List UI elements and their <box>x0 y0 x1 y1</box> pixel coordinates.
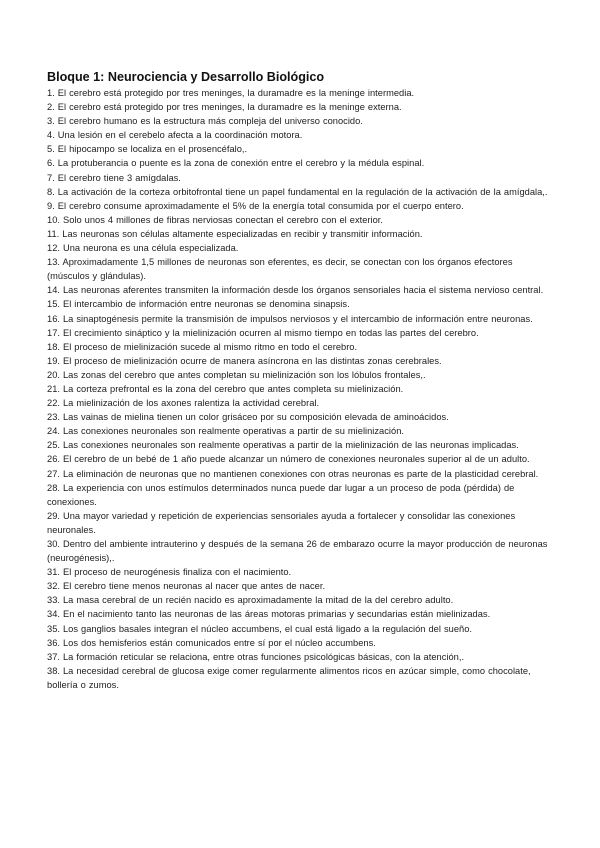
statement-item: 34. En el nacimiento tanto las neuronas de las áreas motoras primarias y secundarias están mielinizadas. <box>47 609 491 620</box>
statement-item: 9. El cerebro consume aproximadamente el 5% de la energía total consumida por el cuerpo entero. <box>47 200 464 211</box>
statement-item: 37. La formación reticular se relaciona, entre otras funciones psicológicas básicas, con la atención,. <box>47 651 465 662</box>
statement-item: 18. El proceso de mielinización sucede al mismo ritmo en todo el cerebro. <box>47 341 358 352</box>
statement-item: 26. El cerebro de un bebé de 1 año puede alcanzar un número de conexiones neuronales superior al de un adulto. <box>47 454 530 465</box>
statement-item: 2. El cerebro está protegido por tres meninges, la duramadre es la meninge externa. <box>47 102 402 113</box>
statement-item: 6. La protuberancia o puente es la zona de conexión entre el cerebro y la médula espinal. <box>47 158 425 169</box>
statement-item: 16. La sinaptogénesis permite la transmisión de impulsos nerviosos y el intercambio de información entre neuronas. <box>47 313 533 324</box>
statement-item: 13. Aproximadamente 1,5 millones de neuronas son eferentes, es decir, se conectan con los órganos efectores (músculos y glándulas). <box>47 257 513 282</box>
statement-item: 29. Una mayor variedad y repetición de experiencias sensoriales ayuda a fortalecer y consolidar las conexiones neuronales. <box>47 510 516 535</box>
statement-item: 11. Las neuronas son células altamente especializadas en recibir y transmitir información. <box>47 228 423 239</box>
statement-item: 33. La masa cerebral de un recién nacido es aproximadamente la mitad de la del cerebro adulto. <box>47 595 454 606</box>
statement-item: 12. Una neurona es una célula especializada. <box>47 243 239 254</box>
statement-item: 32. El cerebro tiene menos neuronas al nacer que antes de nacer. <box>47 581 326 592</box>
statement-item: 14. Las neuronas aferentes transmiten la información desde los órganos sensoriales hacia el sistema nervioso central. <box>47 285 544 296</box>
statement-list <box>47 86 557 692</box>
statement-item: 20. Las zonas del cerebro que antes completan su mielinización son los lóbulos frontales,. <box>47 369 426 380</box>
document-title: Bloque 1: Neurociencia y Desarrollo Biológico <box>47 70 325 84</box>
document-page <box>47 69 557 692</box>
statement-item: 7. El cerebro tiene 3 amígdalas. <box>47 172 181 183</box>
statement-item: 15. El intercambio de información entre neuronas se denomina sinapsis. <box>47 299 350 310</box>
statement-item: 35. Los ganglios basales integran el núcleo accumbens, el cual está ligado a la regulación del sueño. <box>47 623 472 634</box>
statement-item: 25. Las conexiones neuronales son realmente operativas a partir de la mielinización de las neuronas implicadas. <box>47 440 519 451</box>
statement-item: 36. Los dos hemisferios están comunicados entre sí por el núcleo accumbens. <box>47 637 376 648</box>
statement-item: 24. Las conexiones neuronales son realmente operativas a partir de su mielinización. <box>47 426 404 437</box>
statement-item: 30. Dentro del ambiente intrauterino y después de la semana 26 de embarazo ocurre la mayor producción de neuronas (neurogénesis),. <box>47 539 548 564</box>
statement-item: 1. El cerebro está protegido por tres meninges, la duramadre es la meninge intermedia. <box>47 88 415 98</box>
statement-item: 21. La corteza prefrontal es la zona del cerebro que antes completa su mielinización. <box>47 383 404 394</box>
statement-item: 38. La necesidad cerebral de glucosa exige comer regularmente alimentos ricos en azúcar simple, como chocolate, bollería o zumos. <box>47 665 531 690</box>
statement-item: 5. El hipocampo se localiza en el prosencéfalo,. <box>47 144 248 155</box>
statement-item: 28. La experiencia con unos estímulos determinados nunca puede dar lugar a un proceso de poda (pérdida) de conexiones. <box>47 482 515 507</box>
statement-item: 22. La mielinización de los axones ralentiza la actividad cerebral. <box>47 398 320 409</box>
statement-item: 10. Solo unos 4 millones de fibras nerviosas conectan el cerebro con el exterior. <box>47 214 384 225</box>
statement-item: 27. La eliminación de neuronas que no mantienen conexiones con otras neuronas es parte de la plasticidad cerebral. <box>47 468 539 479</box>
statement-item: 23. Las vainas de mielina tienen un color grisáceo por su composición elevada de aminoácidos. <box>47 412 449 423</box>
statement-item: 19. El proceso de mielinización ocurre de manera asíncrona en las distintas zonas cerebrales. <box>47 355 442 366</box>
statement-item: 17. El crecimiento sináptico y la mielinización ocurren al mismo tiempo en todas las partes del cerebro. <box>47 327 479 338</box>
statement-item: 4. Una lesión en el cerebelo afecta a la coordinación motora. <box>47 130 303 141</box>
statement-item: 3. El cerebro humano es la estructura más compleja del universo conocido. <box>47 116 363 127</box>
statement-item: 31. El proceso de neurogénesis finaliza con el nacimiento. <box>47 567 292 578</box>
statement-item: 8. La activación de la corteza orbitofrontal tiene un papel fundamental en la regulación de la activación de la amígdala,. <box>47 186 548 197</box>
